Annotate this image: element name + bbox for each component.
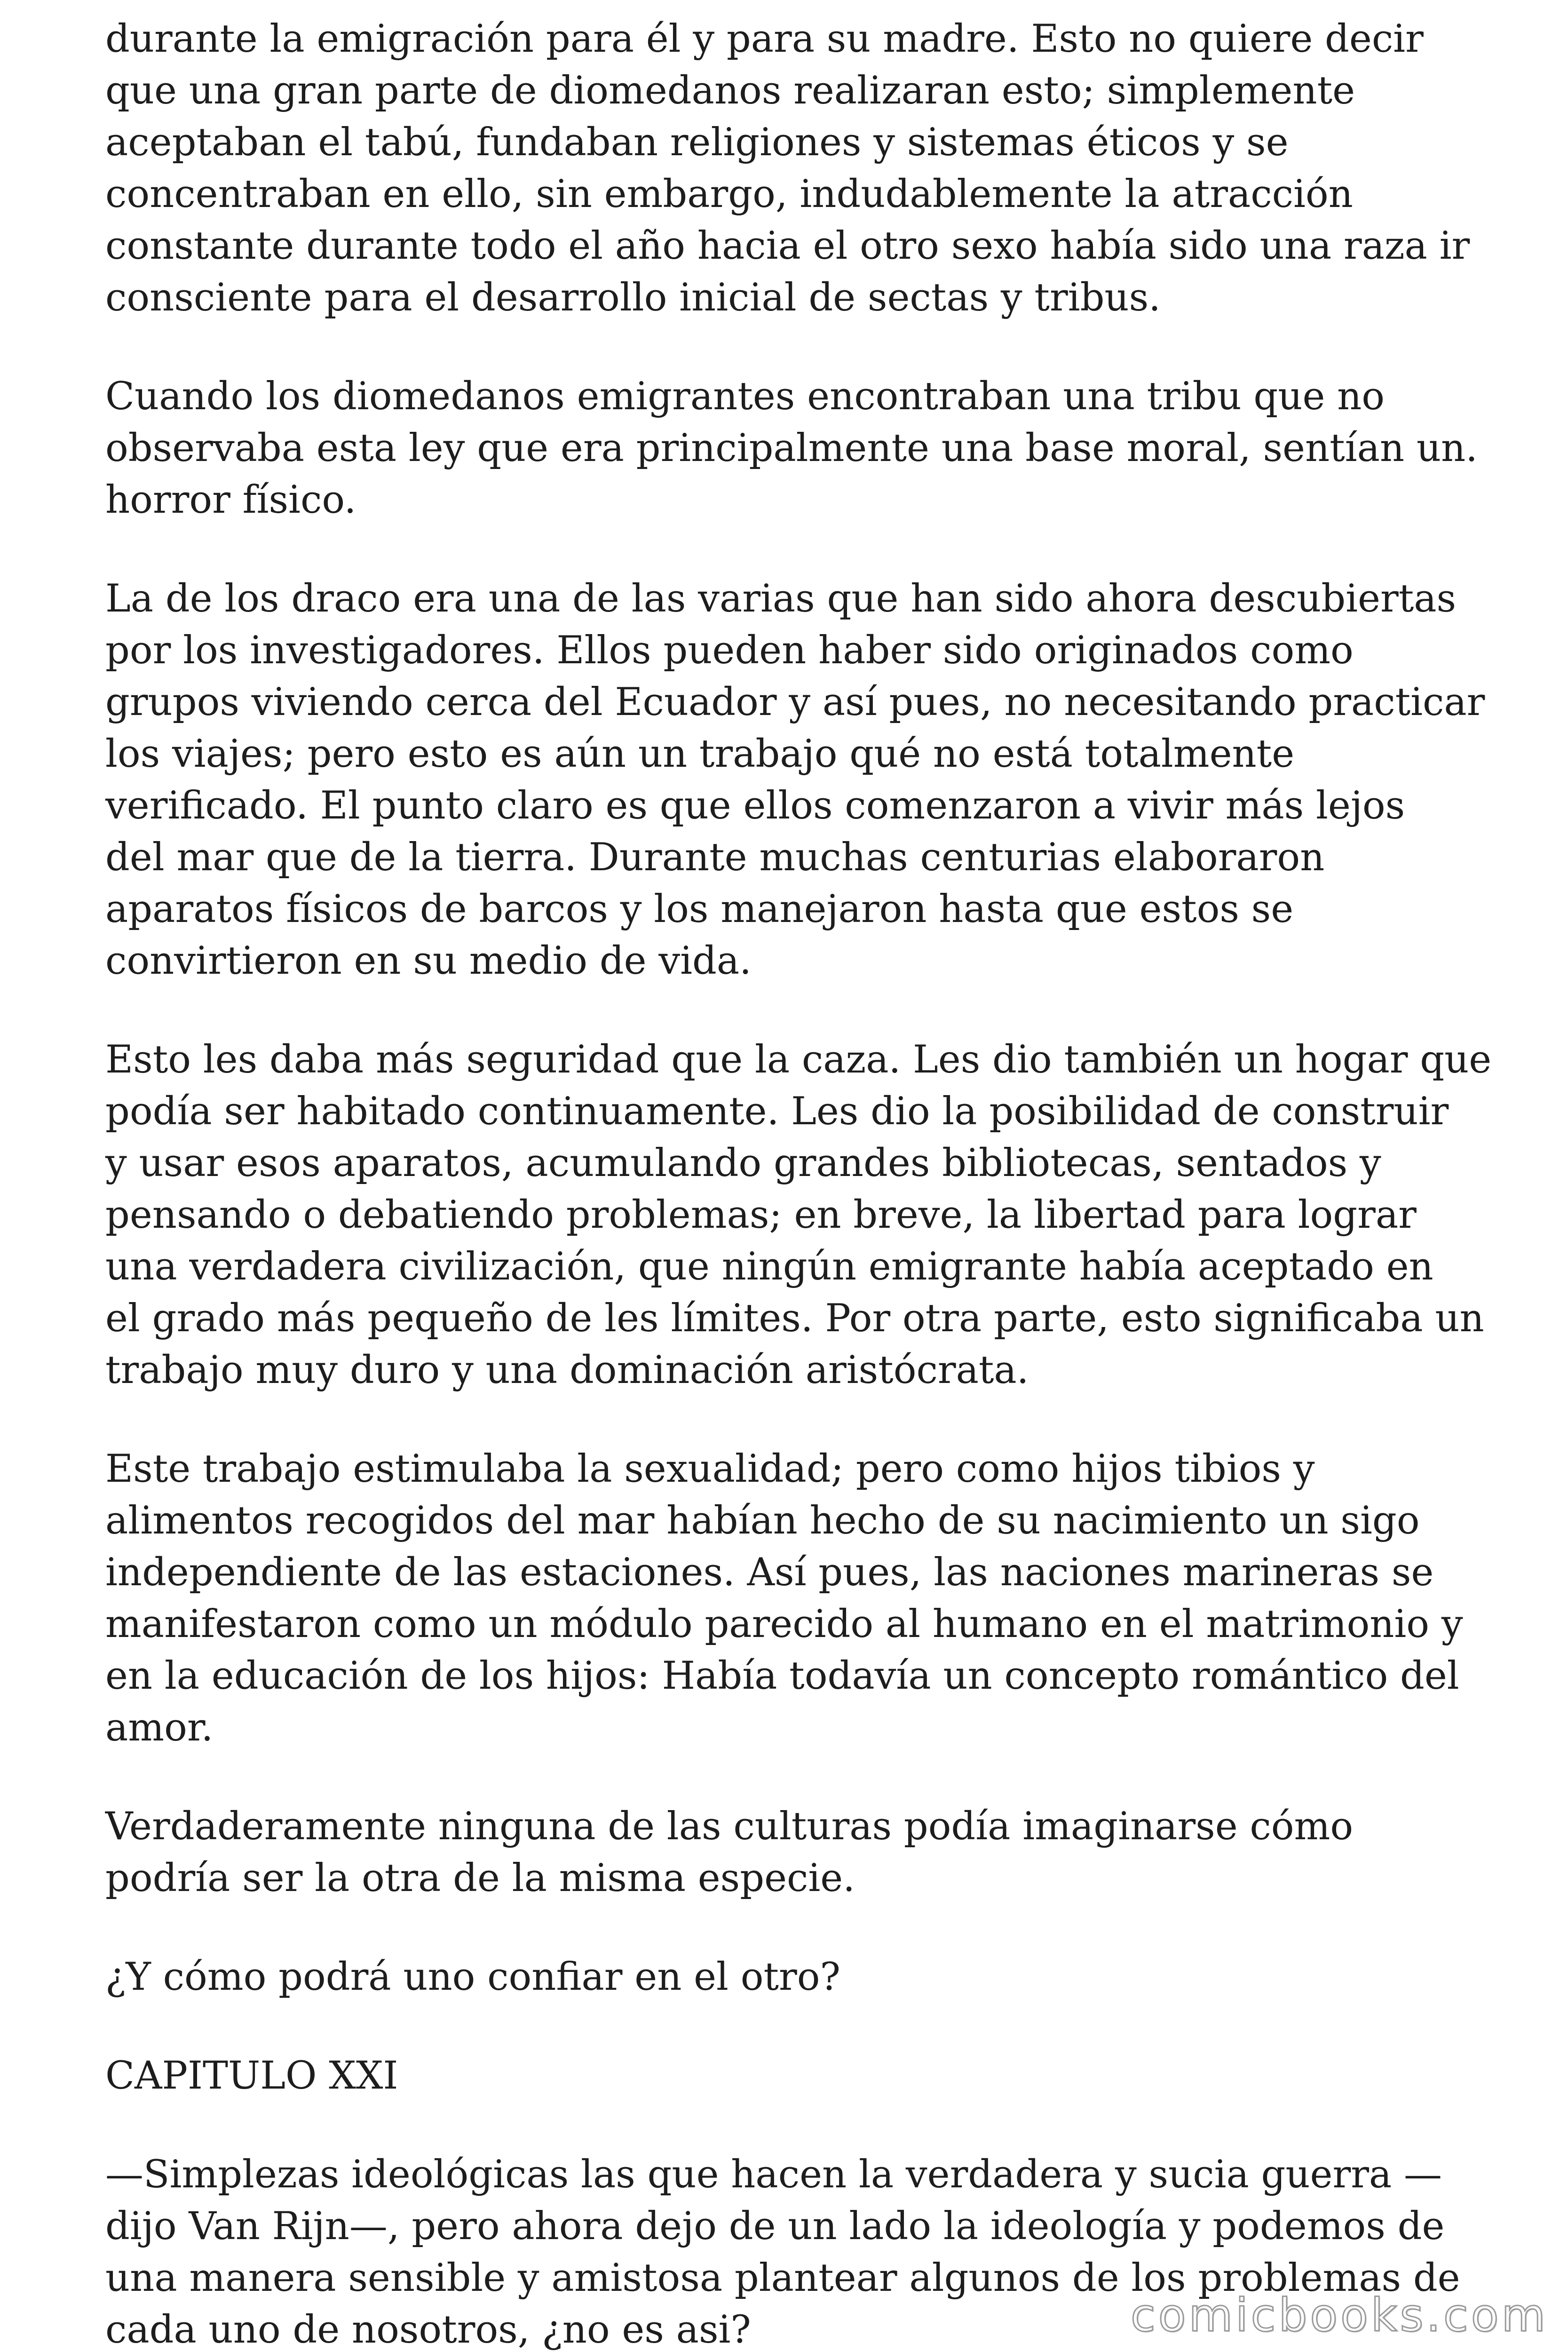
- paragraph-1: durante la emigración para él y para su madre. Esto no quiere decir que una gran parte de diomedanos realizaran esto; simplemente aceptaban el tabú, fundaban religiones y sistemas éticos y se concentraban en ello, sin embargo, indudablemente la atracción constante durante todo el año hacia el otro sexo había sido una raza ir consciente para el desarrollo inicial de sectas y tribus.: [105, 17, 1470, 320]
- paragraph-6: Verdaderamente ninguna de las culturas podía imaginarse cómo podría ser la otra de la misma especie.: [105, 1804, 1354, 1900]
- paragraph-8: —Simplezas ideológicas las que hacen la verdadera y sucia guerra — dijo Van Rijn—, pero ahora dejo de un lado la ideología y podemos de una manera sensible y amistosa plantear algunos de los problemas de cada uno de nosotros, ¿no es asi?: [105, 2153, 1460, 2352]
- paragraph-7: ¿Y cómo podrá uno confiar en el otro?: [105, 1955, 840, 1999]
- book-page: [105, 13, 1497, 2352]
- paragraph-4: Esto les daba más seguridad que la caza. Les dio también un hogar que podía ser habitado continuamente. Les dio la posibilidad de construir y usar esos aparatos, acumulando grandes bibliotecas, sentados y pensando o debatiendo problemas; en breve, la libertad para lograr una verdadera civilización, que ningún emigrante había aceptado en el grado más pequeño de les límites. Por otra parte, esto significaba un trabajo muy duro y una dominación aristócrata.: [105, 1038, 1492, 1392]
- site-watermark: comicbooks.com: [1130, 2289, 1548, 2342]
- paragraph-2: Cuando los diomedanos emigrantes encontraban una tribu que no observaba esta ley que era principalmente una base moral, sentían un. horror físico.: [105, 374, 1478, 522]
- chapter-heading: CAPITULO XXI: [105, 2054, 398, 2098]
- paragraph-3: La de los draco era una de las varias que han sido ahora descubiertas por los investigadores. Ellos pueden haber sido originados como grupos viviendo cerca del Ecuador y así pues, no necesitando practicar los viajes; pero esto es aún un trabajo qué no está totalmente verificado. El punto claro es que ellos comenzaron a vivir más lejos del mar que de la tierra. Durante muchas centurias elaboraron aparatos físicos de barcos y los manejaron hasta que estos se convirtieron en su medio de vida.: [105, 577, 1485, 983]
- paragraph-5: Este trabajo estimulaba la sexualidad; pero como hijos tibios y alimentos recogidos del mar habían hecho de su nacimiento un sigo independiente de las estaciones. Así pues, las naciones marineras se manifestaron como un módulo parecido al humano en el matrimonio y en la educación de los hijos: Había todavía un concepto romántico del amor.: [105, 1447, 1463, 1750]
